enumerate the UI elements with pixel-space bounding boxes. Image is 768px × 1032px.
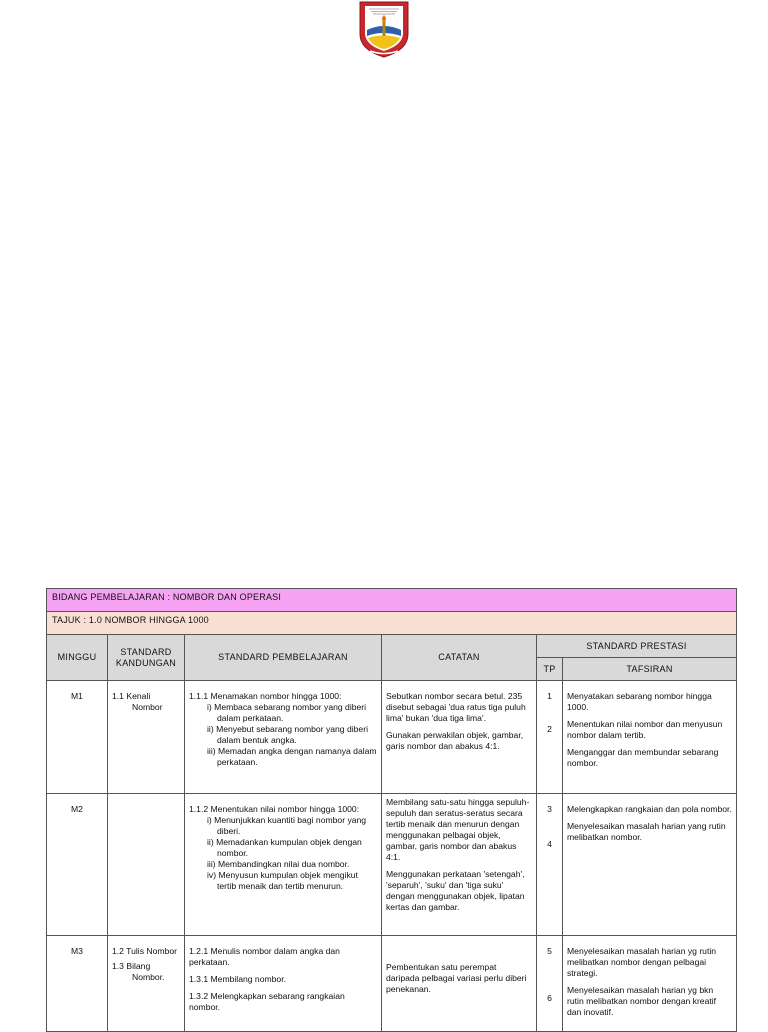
catatan-cell: [382, 936, 537, 1032]
tp-cell: [537, 936, 563, 1032]
header-tafsiran: TAFSIRAN: [563, 658, 737, 681]
header-tp: TP: [537, 658, 563, 681]
catatan-paragraph: Pembentukan satu perempat daripada pelbagai variasi perlu diberi penekanan.: [386, 962, 527, 994]
pembelajaran-item: 1.3.2 Melengkapkan sebarang rangkaian nombor.: [189, 991, 345, 1012]
standard-kandungan-cell: [108, 936, 185, 1032]
pembelajaran-item: i) Membaca sebarang nombor yang diberi dalam perkataan.: [207, 702, 367, 723]
tp-value: 5: [547, 946, 552, 956]
header-standard-pembelajaran: STANDARD PEMBELAJARAN: [185, 635, 382, 681]
minggu-cell: M3: [47, 936, 108, 1032]
pembelajaran-item: ii) Memadankan kumpulan objek dengan nombor.: [207, 837, 362, 858]
catatan-paragraph: Sebutkan nombor secara betul. 235 disebut sebagai 'dua ratus tiga puluh lima' bukan 'dua tiga lima'.: [386, 691, 526, 723]
header-minggu: MINGGU: [47, 635, 108, 681]
tafsiran-cell: [563, 794, 737, 936]
kandungan-item: 1.1 Kenali Nombor: [112, 691, 163, 712]
header-row: [47, 635, 737, 658]
tp-value: 6: [547, 993, 552, 1003]
kandungan-item: 1.3 Bilang Nombor.: [112, 961, 165, 982]
tafsiran-item: Menentukan nilai nombor dan menyusun nombor dalam tertib.: [567, 719, 723, 740]
pembelajaran-main: 1.1.1 Menamakan nombor hingga 1000:: [189, 691, 342, 701]
pembelajaran-item: iii) Membandingkan nilai dua nombor.: [207, 859, 350, 869]
tafsiran-item: Menyatakan sebarang nombor hingga 1000.: [567, 691, 712, 712]
catatan-paragraph: Gunakan perwakilan objek, gambar, garis nombor dan abakus 4:1.: [386, 730, 524, 751]
catatan-cell: [382, 794, 537, 936]
standard-pembelajaran-cell: [185, 794, 382, 936]
tp-value: 4: [547, 839, 552, 849]
tajuk: TAJUK : 1.0 NOMBOR HINGGA 1000: [47, 612, 737, 635]
table-row: [47, 681, 737, 794]
standard-kandungan-cell: [108, 794, 185, 936]
curriculum-table: [46, 588, 737, 1032]
pembelajaran-main: 1.1.2 Menentukan nilai nombor hingga 1000:: [189, 804, 360, 814]
standard-pembelajaran-cell: [185, 936, 382, 1032]
kandungan-item: 1.2 Tulis Nombor: [112, 946, 177, 956]
tp-value: 2: [547, 724, 552, 734]
standard-pembelajaran-cell: [185, 681, 382, 794]
tajuk-row: [47, 612, 737, 635]
tp-cell: [537, 794, 563, 936]
tafsiran-cell: [563, 936, 737, 1032]
tafsiran-item: Menyelesaikan masalah harian yang rutin melibatkan nombor.: [567, 821, 726, 842]
pembelajaran-item: i) Menunjukkan kuantiti bagi nombor yang diberi.: [207, 815, 367, 836]
bidang-pembelajaran: BIDANG PEMBELAJARAN : NOMBOR DAN OPERASI: [47, 589, 737, 612]
header-standard-prestasi: STANDARD PRESTASI: [537, 635, 737, 658]
standard-kandungan-cell: [108, 681, 185, 794]
header-catatan: CATATAN: [382, 635, 537, 681]
catatan-paragraph: Membilang satu-satu hingga sepuluh-sepuluh dan seratus-seratus secara tertib menaik dan menurun dengan menggunakan pelbagai objek, gambar, garis nombor dan abakus 4:1.: [386, 797, 530, 862]
tp-value: 1: [547, 691, 552, 701]
pembelajaran-item: 1.2.1 Menulis nombor dalam angka dan perkataan.: [189, 946, 340, 967]
tafsiran-item: Menganggar dan membundar sebarang nombor.: [567, 747, 719, 768]
school-crest-logo: [356, 0, 412, 58]
tp-cell: [537, 681, 563, 794]
tafsiran-item: Menyelesaikan masalah harian yg bkn rutin melibatkan nombor dengan kreatif dan inovatif.: [567, 985, 717, 1017]
pembelajaran-item: iv) Menyusun kumpulan objek mengikut tertib menaik dan tertib menurun.: [207, 870, 358, 891]
minggu-cell: M1: [47, 681, 108, 794]
tafsiran-item: Menyelesaikan masalah harian yg rutin melibatkan nombor dengan pelbagai strategi.: [567, 946, 717, 978]
catatan-paragraph: Menggunakan perkataan 'setengah', 'separuh', 'suku' dan 'tiga suku' dengan menggunakan objek, lipatan kertas dan gambar.: [386, 869, 525, 912]
catatan-cell: [382, 681, 537, 794]
tafsiran-item: Melengkapkan rangkaian dan pola nombor.: [567, 804, 732, 814]
minggu-cell: M2: [47, 794, 108, 936]
tafsiran-cell: [563, 681, 737, 794]
pembelajaran-item: iii) Memadan angka dengan namanya dalam perkataan.: [207, 746, 377, 767]
pembelajaran-item: ii) Menyebut sebarang nombor yang diberi dalam bentuk angka.: [207, 724, 368, 745]
tp-value: 3: [547, 804, 552, 814]
table-row: [47, 794, 737, 936]
bidang-row: [47, 589, 737, 612]
header-standard-kandungan: STANDARD KANDUNGAN: [108, 635, 185, 681]
pembelajaran-item: 1.3.1 Membilang nombor.: [189, 974, 286, 984]
table-row: [47, 936, 737, 1032]
